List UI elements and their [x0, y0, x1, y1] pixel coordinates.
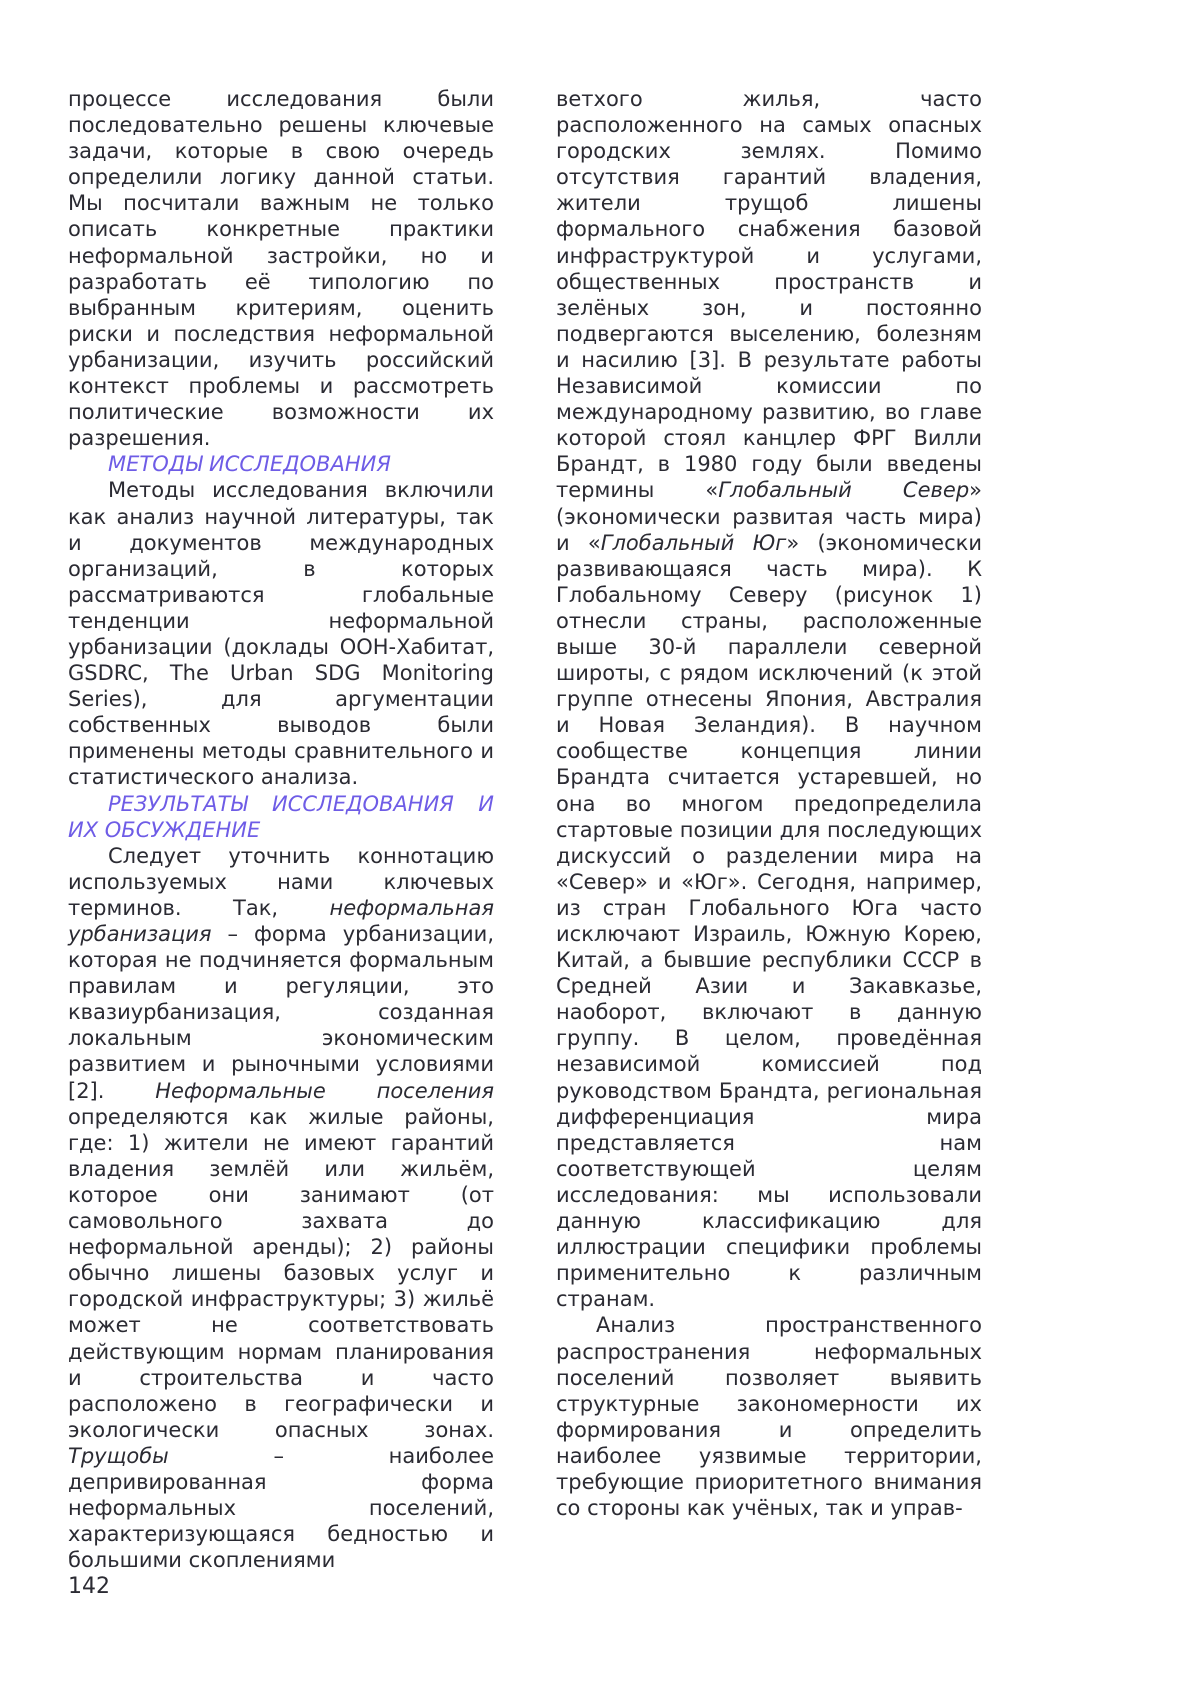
- text-run: » (экономически развивающаяся часть мира). К Глобальному Северу (рисунок 1) отнесли страны, расположенные выше 30-й параллели северной широты, с рядом исключений (к этой группе отнесены Япония, Австралия и Новая Зеландия). В научном сообществе концепция линии Брандта считается устаревшей, но она во многом предопределила стартовые позиции для последующих дискуссий о разделении мира на «Север» и «Юг». Сегодня, например, из стран Глобального Юга часто исключают Израиль, Южную Корею, Китай, а бывшие республики СССР в Средней Азии и Закавказье, наоборот, включают в данную группу. В целом, проведённая независимой комиссией под руководством Брандта, региональная дифференциация мира представляется нам соответствующей целям исследования: мы использовали данную классификацию для иллюстрации специфики проблемы применительно к различным странам.: [556, 530, 982, 1312]
- paragraph: [68, 477, 494, 790]
- two-column-text-area: [68, 86, 982, 1573]
- text-run: – наиболее депривированная форма неформальных поселений, характеризующаяся бедностью и большими скоплениями: [68, 1443, 494, 1573]
- emphasis-text: Глобальный Юг: [600, 530, 787, 555]
- text-run: – форма урбанизации, которая не подчиняется формальным правилам и регуляции, это квазиурбанизация, созданная локальным экономическим развитием и рыночными условиями [2].: [68, 922, 494, 1103]
- text-run: ветхого жилья, часто расположенного на самых опасных городских землях. Помимо отсутствия гарантий владения, жители трущоб лишены формального снабжения базовой инфраструктурой и услугами, общественных пространств и зелёных зон, и постоянно подвергаются выселению, болезням и насилию [3]. В результате работы Независимой комиссии по международному развитию, во главе которой стоял канцлер ФРГ Вилли Брандт, в 1980 году были введены термины «: [556, 87, 982, 503]
- section-heading: [68, 791, 494, 843]
- text-column-left: [68, 86, 494, 1573]
- paragraph: [556, 86, 982, 1312]
- paragraph: [68, 843, 494, 1574]
- paragraph: [556, 1312, 982, 1521]
- emphasis-text: неформальная урбанизация: [68, 895, 494, 946]
- text-run: РЕЗУЛЬТАТЫ ИССЛЕДОВАНИЯ И ИХ ОБСУЖДЕНИЕ: [68, 791, 494, 842]
- text-run: Анализ пространственного распространения неформальных поселений позволяет выявить структурные закономерности их формирования и определить наиболее уязвимые территории, требующие приоритетного внимания со стороны как учёных, так и управ-: [556, 1313, 982, 1521]
- emphasis-text: Глобальный Север: [718, 478, 970, 503]
- text-run: МЕТОДЫ ИССЛЕДОВАНИЯ: [108, 452, 391, 477]
- text-run: Методы исследования включили как анализ научной литературы, так и документов международных организаций, в которых рассматриваются глобальные тенденции неформальной урбанизации (доклады ООН-Хабитат, GSDRC, The Urban SDG Monitoring Series), для аргументации собственных выводов были применены методы сравнительного и статистического анализа.: [68, 478, 494, 790]
- text-run: процессе исследования были последовательно решены ключевые задачи, которые в свою очередь определили логику данной статьи. Мы посчитали важным не только описать конкретные практики неформальной застройки, но и разработать её типологию по выбранным критериям, оценить риски и последствия неформальной урбанизации, изучить российский контекст проблемы и рассмотреть политические возможности их разрешения.: [68, 87, 494, 451]
- text-run: » (экономически развитая часть мира) и «: [556, 478, 983, 555]
- text-run: Следует уточнить коннотацию используемых нами ключевых терминов. Так,: [68, 843, 494, 920]
- emphasis-text: Неформальные поселения: [155, 1078, 494, 1103]
- paragraph: [68, 86, 494, 451]
- page-number: 142: [68, 1574, 110, 1599]
- section-heading: [68, 451, 494, 477]
- text-run: определяются как жилые районы, где: 1) жители не имеют гарантий владения землёй или жильём, которое они занимают (от самовольного захвата до неформальной аренды); 2) районы обычно лишены базовых услуг и городской инфраструктуры; 3) жильё может не соответствовать действующим нормам планирования и строительства и часто расположено в географически и экологически опасных зонах.: [68, 1104, 494, 1442]
- text-column-right: [556, 86, 982, 1573]
- emphasis-text: Трущобы: [68, 1443, 169, 1468]
